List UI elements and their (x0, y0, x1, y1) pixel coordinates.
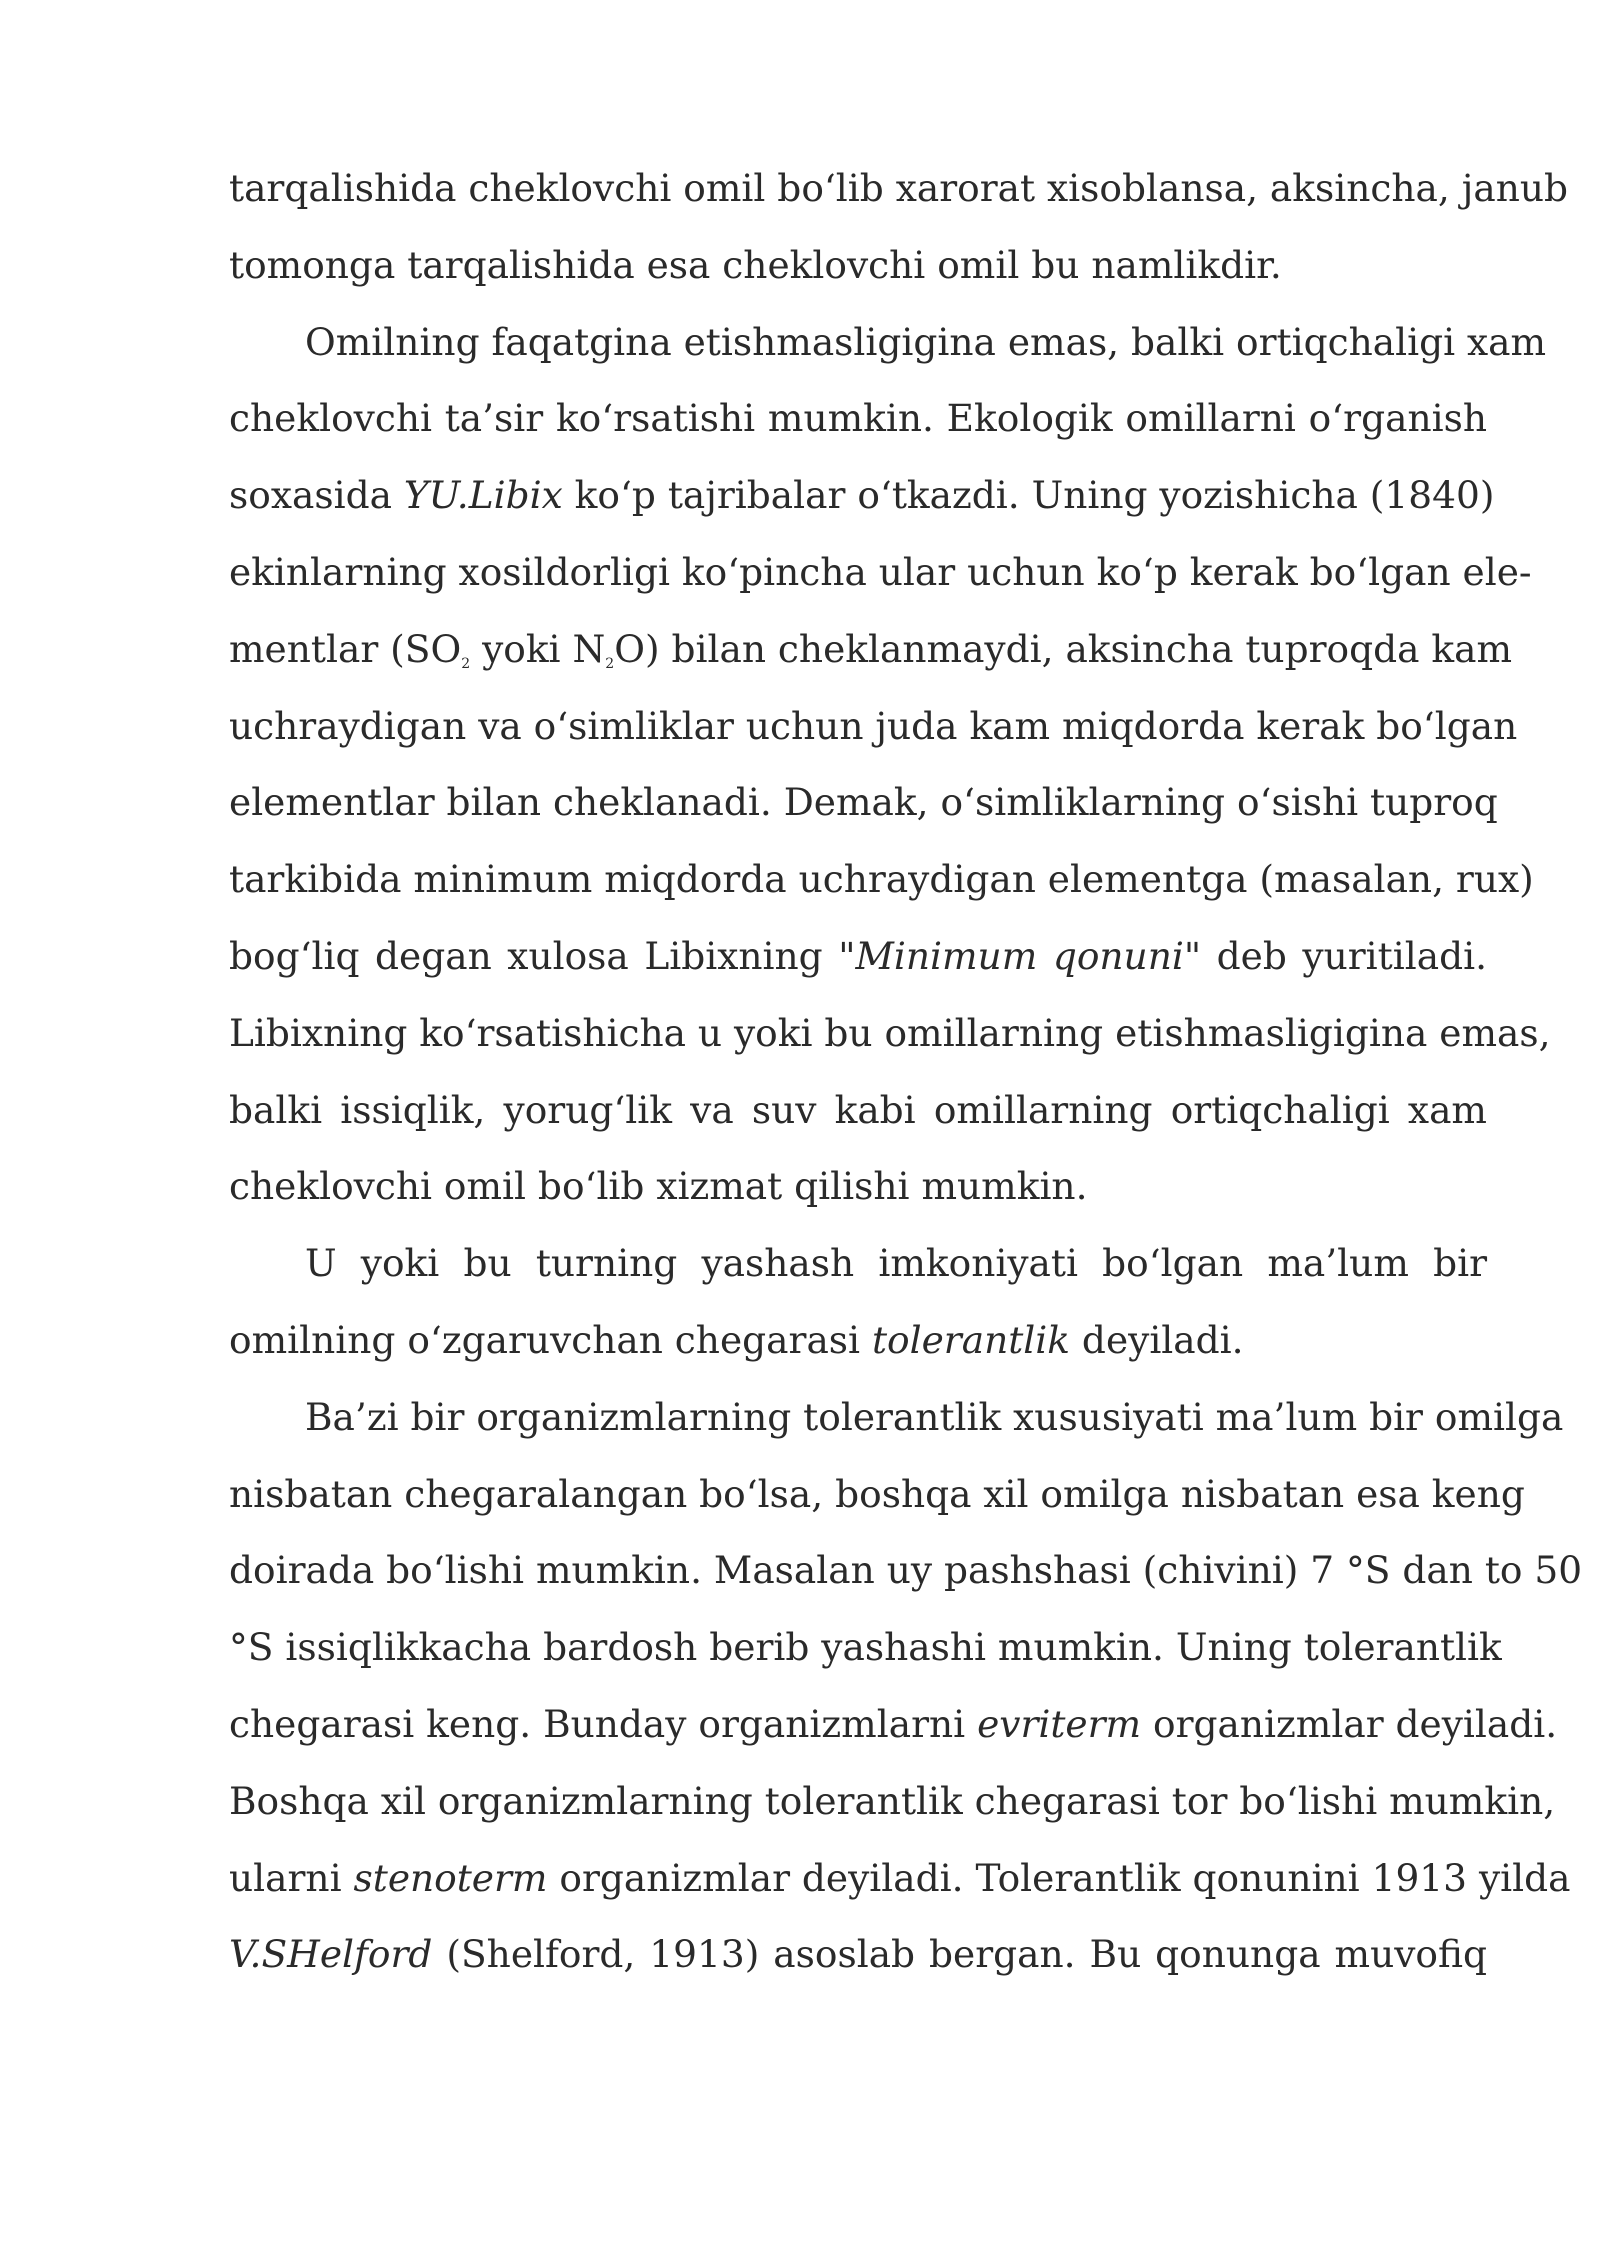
text-segment: organizmlar deyiladi. Tolerantlik qonunini 1913 yilda (547, 1855, 1571, 1900)
text-segment: elementlar bilan cheklanadi. Demak, o‘simliklarning o‘sishi tuproq (229, 780, 1498, 825)
text-segment: cheklovchi omil bo‘lib xizmat qilishi mumkin. (229, 1164, 1088, 1209)
text-segment: °S issiqlikkacha bardosh berib yashashi mumkin. Uning tolerantlik (229, 1625, 1502, 1670)
italic-term: tolerantlik (871, 1317, 1071, 1362)
text-segment: uchraydigan va o‘simliklar uchun juda kam miqdorda kerak bo‘lgan (229, 703, 1518, 748)
text-segment: ekinlarning xosildorligi ko‘pincha ular uchun ko‘p kerak bo‘lgan ele- (229, 549, 1532, 594)
text-line (229, 1379, 1564, 1456)
text-line (229, 995, 1551, 1072)
text-line (229, 534, 1532, 611)
subscript: 2 (605, 655, 615, 672)
text-segment: Boshqa xil organizmlarning tolerantlik chegarasi tor bo‘lishi mumkin, (229, 1778, 1556, 1823)
text-line (229, 1456, 1525, 1533)
text-line (229, 1686, 1558, 1763)
text-segment: nisbatan chegaralangan bo‘lsa, boshqa xil omilga nisbatan esa keng (229, 1471, 1525, 1516)
text-line (229, 1148, 1487, 1225)
text-segment: ko‘p tajribalar o‘tkazdi. Uning yozishicha (1840) (562, 473, 1495, 518)
text-segment: chegarasi keng. Bunday organizmlarni (229, 1701, 978, 1746)
text-segment: tarkibida minimum miqdorda uchraydigan elementga (masalan, rux) (229, 857, 1534, 902)
text-segment: bog‘liq degan xulosa Libixning (229, 933, 839, 978)
text-line (229, 841, 1534, 918)
text-segment: balki issiqlik, yorug‘lik va suv kabi omillarning ortiqchaligi xam (229, 1087, 1487, 1132)
italic-term: stenoterm (353, 1855, 548, 1900)
document-page (229, 150, 1583, 1993)
text-line (229, 688, 1518, 765)
text-segment: Omilning faqatgina etishmasligigina emas, balki ortiqchaligi xam (305, 319, 1547, 364)
text-segment: (Shelford, 1913) asoslab bergan. Bu qonunga muvofiq (432, 1932, 1487, 1977)
text-segment: deb yuritiladi. (1201, 933, 1487, 978)
text-segment: Ba’zi bir organizmlarning tolerantlik xususiyati ma’lum bir omilga (305, 1394, 1564, 1439)
italic-term: V.SHelford (229, 1932, 433, 1977)
text-line (229, 611, 1513, 688)
text-line (229, 1840, 1571, 1917)
text-line (229, 1302, 1487, 1379)
text-line (229, 457, 1495, 534)
text-segment: doirada bo‘lishi mumkin. Masalan uy pashshasi (chivini) 7 °S dan to 50 (229, 1548, 1583, 1593)
text-segment: tomonga tarqalishida esa cheklovchi omil bu namlikdir. (229, 242, 1282, 287)
text-segment: organizmlar deyiladi. (1141, 1701, 1558, 1746)
text-line (229, 1609, 1502, 1686)
text-segment: Libixning ko‘rsatishicha u yoki bu omillarning etishmasligigina emas, (229, 1010, 1551, 1055)
text-segment: deyiladi. (1070, 1317, 1244, 1362)
text-line (229, 1916, 1487, 1993)
text-line (229, 1763, 1556, 1840)
text-line (229, 304, 1547, 381)
text-segment: omilning o‘zgaruvchan chegarasi (229, 1317, 872, 1362)
text-segment: soxasida (229, 473, 404, 518)
italic-term: YU.Libix (403, 473, 563, 518)
text-line (229, 764, 1498, 841)
italic-term: "Minimum qonuni" (838, 933, 1202, 978)
text-segment: O) bilan cheklanmaydi, aksincha tuproqda kam (614, 626, 1513, 671)
text-line (229, 1225, 1487, 1302)
text-line (229, 380, 1487, 457)
text-segment: mentlar (SO (229, 626, 462, 671)
text-line (229, 1532, 1583, 1609)
text-line (229, 150, 1569, 227)
text-segment: ularni (229, 1855, 354, 1900)
text-segment: yoki N (470, 626, 606, 671)
subscript: 2 (461, 655, 471, 672)
text-segment: cheklovchi ta’sir ko‘rsatishi mumkin. Ekologik omillarni o‘rganish (229, 396, 1487, 441)
text-segment: U yoki bu turning yashash imkoniyati bo‘lgan ma’lum bir (305, 1241, 1487, 1286)
text-line (229, 1072, 1487, 1149)
text-segment: tarqalishida cheklovchi omil bo‘lib xarorat xisoblansa, aksincha, janub (229, 166, 1569, 210)
italic-term: evriterm (977, 1701, 1142, 1746)
text-line (229, 227, 1487, 304)
text-line (229, 918, 1487, 995)
